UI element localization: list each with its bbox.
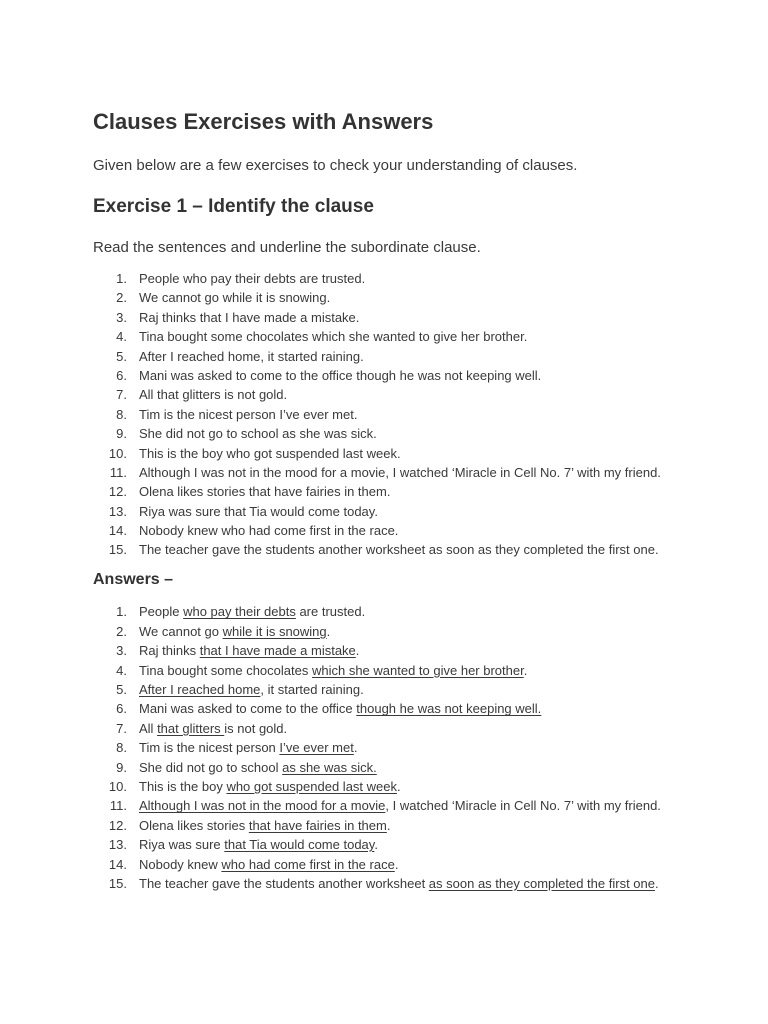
answer-item [93,605,673,619]
subordinate-clause: that glitters [157,720,225,736]
answer-text-before: Riya was sure [139,837,225,853]
answer-item [93,664,673,678]
sentence-text: Mani was asked to come to the office though he was not keeping well. [139,367,542,383]
item-number: 4. [116,329,127,345]
answer-text-before: People [139,604,184,620]
answer-item [93,858,673,872]
subordinate-clause: while it is snowing [222,623,327,639]
exercise-list [93,272,673,557]
sentence-text: Raj thinks that I have made a mistake. [139,309,360,325]
item-number: 8. [116,406,127,422]
answer-item [93,683,673,697]
item-number: 3. [116,643,127,659]
answer-text-after: . [523,662,528,678]
intro-paragraph: Given below are a few exercises to check your understanding of clauses. [93,157,578,174]
exercise-item [93,311,673,325]
subordinate-clause: After I reached home [139,682,261,698]
exercise-instruction: Read the sentences and underline the subordinate clause. [93,239,481,256]
sentence-text: Olena likes stories that have fairies in them. [139,484,391,500]
answer-text-before: Nobody knew [139,856,222,872]
answer-item [93,877,673,891]
answer-text-before: Olena likes stories [139,817,249,833]
item-number: 3. [116,309,127,325]
answer-text-after: . [326,623,331,639]
item-number: 10. [108,778,127,794]
answer-text-before: All [139,720,158,736]
item-number: 2. [116,290,127,306]
answer-text-after: , I watched ‘Miracle in Cell No. 7’ with my friend. [385,798,661,814]
exercise-item [93,408,673,422]
item-number: 6. [116,367,127,383]
sentence-text: All that glitters is not gold. [139,387,288,403]
subordinate-clause: as soon as they completed the first one [428,875,655,891]
sentence-text: We cannot go while it is snowing. [139,290,331,306]
subordinate-clause: who pay their debts [183,604,296,620]
answers-list [93,605,673,890]
item-number: 7. [116,720,127,736]
answer-text-after: is not gold. [224,720,288,736]
sentence-text: Tim is the nicest person I’ve ever met. [139,406,358,422]
item-number: 8. [116,740,127,756]
answer-text-before: She did not go to school [139,759,283,775]
item-number: 4. [116,662,127,678]
item-number: 11. [109,464,127,480]
answer-item [93,741,673,755]
answer-text-after: . [654,875,659,891]
subordinate-clause: that I have made a mistake [199,643,356,659]
subordinate-clause: who had come first in the race [221,856,395,872]
item-number: 9. [116,426,127,442]
document-page [93,108,673,896]
exercise-item [93,485,673,499]
item-number: 5. [116,682,127,698]
item-number: 1. [116,271,127,286]
item-number: 1. [116,604,127,620]
answer-text-after: . [386,817,391,833]
answer-item [93,838,673,852]
answer-text-after: are trusted. [295,604,366,620]
answer-item [93,780,673,794]
sentence-text: This is the boy who got suspended last week. [139,445,401,461]
answer-item [93,625,673,639]
item-number: 12. [108,817,127,833]
answer-item [93,819,673,833]
exercise-item [93,350,673,364]
answer-text-after: . [397,778,401,794]
item-number: 11. [109,798,127,814]
exercise-item [93,291,673,305]
item-number: 14. [108,523,127,539]
answer-text-after: . [374,837,378,853]
answer-item [93,702,673,716]
subordinate-clause: that Tia would come today [224,837,375,853]
page-title: Clauses Exercises with Answers [93,109,434,134]
subordinate-clause: though he was not keeping well. [356,701,542,717]
answer-text-before: Raj thinks [139,643,200,659]
item-number: 2. [116,623,127,639]
answer-text-before: Tina bought some chocolates [139,662,312,678]
sentence-text: Although I was not in the mood for a movie, I watched ‘Miracle in Cell No. 7’ with my friend. [139,464,661,480]
exercise-item [93,505,673,519]
answer-text-after: . [394,856,399,872]
item-number: 6. [116,701,127,717]
answer-text-before: This is the boy [139,778,227,794]
subordinate-clause: who got suspended last week [226,778,397,794]
item-number: 5. [116,348,127,364]
exercise-heading: Exercise 1 – Identify the clause [93,196,374,217]
exercise-item [93,369,673,383]
item-number: 14. [108,856,127,872]
sentence-text: Riya was sure that Tia would come today. [139,503,378,519]
answer-text-after: , it started raining. [260,682,364,698]
answer-item [93,644,673,658]
sentence-text: Tina bought some chocolates which she wanted to give her brother. [139,329,528,345]
answer-text-after: . [353,740,358,756]
subordinate-clause: Although I was not in the mood for a movie [139,798,386,814]
answer-item [93,722,673,736]
item-number: 13. [108,837,127,853]
subordinate-clause: which she wanted to give her brother [311,662,524,678]
sentence-text: After I reached home, it started raining. [139,348,364,364]
subordinate-clause: that have fairies in them [248,817,387,833]
exercise-item [93,272,673,286]
exercise-item [93,524,673,538]
answer-text-before: Mani was asked to come to the office [139,701,357,717]
subordinate-clause: I’ve ever met [279,740,354,756]
subordinate-clause: as she was sick. [282,759,377,775]
answer-text-before: Tim is the nicest person [139,740,280,756]
sentence-text: People who pay their debts are trusted. [139,271,366,286]
answer-text-after: . [355,643,360,659]
exercise-item [93,543,673,557]
answer-text-before: We cannot go [139,623,223,639]
item-number: 15. [108,542,127,558]
exercise-item [93,330,673,344]
answer-item [93,761,673,775]
exercise-item [93,447,673,461]
exercise-item [93,427,673,441]
item-number: 9. [116,759,127,775]
exercise-item [93,466,673,480]
answer-item [93,799,673,813]
item-number: 15. [108,875,127,891]
sentence-text: Nobody knew who had come first in the race. [139,523,399,539]
answers-heading: Answers – [93,571,174,589]
item-number: 12. [108,484,127,500]
answer-text-before: The teacher gave the students another worksheet [139,875,429,891]
item-number: 13. [108,503,127,519]
sentence-text: The teacher gave the students another worksheet as soon as they completed the first one. [139,542,659,558]
item-number: 7. [116,387,127,403]
sentence-text: She did not go to school as she was sick. [139,426,377,442]
exercise-item [93,388,673,402]
item-number: 10. [108,445,127,461]
